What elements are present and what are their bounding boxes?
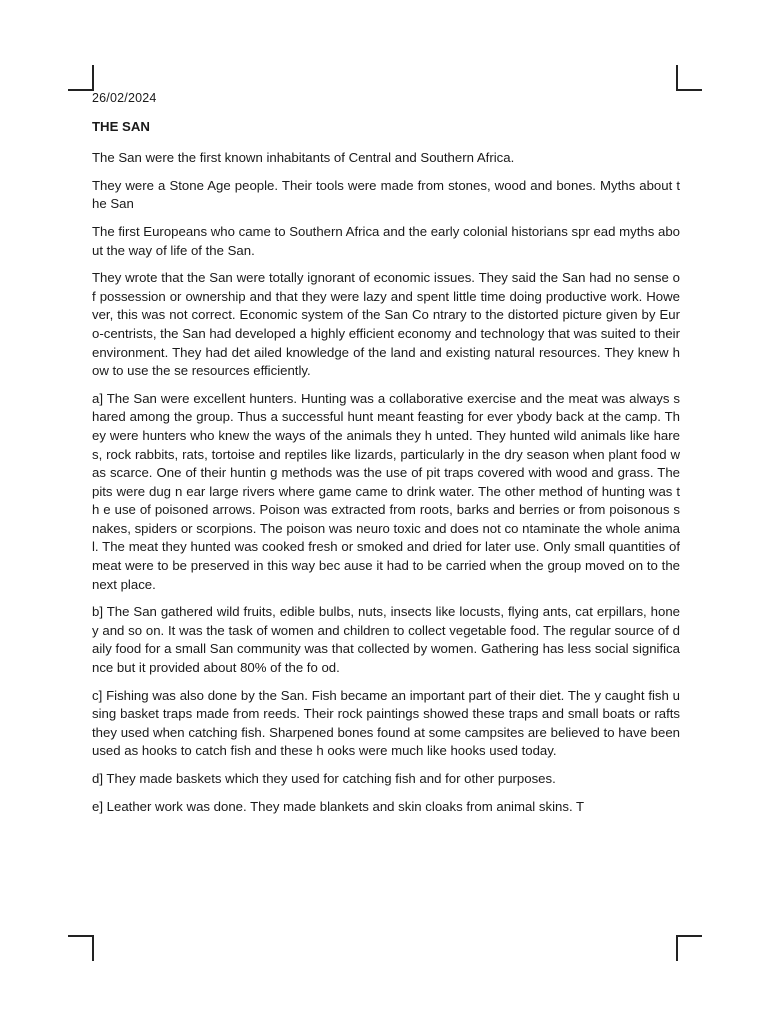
paragraph-gathering: b] The San gathered wild fruits, edible bulbs, nuts, insects like locusts, flying ants, cat erpillars, honey and so on. It was the task of women and children to collect vegetable food. The regular source of daily food for a small San community was that collected by women. Gathering has less social significance but it provided about 80% of the fo od. xyxy=(92,604,680,676)
paragraph-leather: e] Leather work was done. They made blankets and skin cloaks from animal skins. T xyxy=(92,798,585,814)
paragraph-hunting: a] The San were excellent hunters. Hunting was a collaborative exercise and the meat was always shared among the group. Thus a successful hunt meant feasting for ever ybody back at the camp. They were hunters who knew the ways of the animals they h unted. They hunted wild animals like hares, rock rabbits, rats, tortoise and reptiles like lizards, particularly in the dry season when plant food was scarce. One of their huntin g methods was the use of pit traps covered with wood and grass. The pits were dug n ear large rivers where game came to drink water. The other method of hunting was th e use of poisoned arrows. Poison was extracted from roots, barks and berries or from poisonous snakes, spiders or scorpions. The poison was neuro toxic and does not co ntaminate the whole animal. The meat they hunted was cooked fresh or smoked and dried for later use. Only small quantities of meat were to be preserved in this way bec ause it had to be carried when the group moved on to the next place. xyxy=(92,390,680,592)
paragraph-intro: The San were the first known inhabitants of Central and Southern Africa. xyxy=(92,150,515,166)
crop-mark-top-left xyxy=(68,65,94,91)
document-page xyxy=(92,88,680,950)
crop-mark-bottom-right xyxy=(676,935,702,961)
paragraph-stone-age: They were a Stone Age people. Their tools were made from stones, wood and bones. Myths about the San xyxy=(92,177,680,212)
document-title: THE SAN xyxy=(92,118,150,134)
paragraph-economy: They wrote that the San were totally ignorant of economic issues. They said the San had no sense of possession or ownership and that they were lazy and spent little time doing productive work. However, this was not correct. Economic system of the San Co ntrary to the distorted picture given by Euro-centrists, the San had developed a highly efficient economy and technology that was suited to their environment. They had det ailed knowledge of the land and existing natural resources. They knew how to use the se resources efficiently. xyxy=(92,270,680,379)
paragraph-fishing: c] Fishing was also done by the San. Fish became an important part of their diet. The y caught fish using basket traps made from reeds. Their rock paintings showed these traps and small boats or rafts they used when catching fish. Sharpened bones found at some campsites are believed to have been used as hooks to catch fish and these h ooks were much like hooks used today. xyxy=(92,687,680,759)
document-date: 26/02/2024 xyxy=(92,91,157,105)
paragraph-baskets: d] They made baskets which they used for catching fish and for other purposes. xyxy=(92,771,556,786)
paragraph-europeans: The first Europeans who came to Southern Africa and the early colonial historians spr ead myths about the way of life of the San. xyxy=(92,223,680,258)
crop-mark-bottom-left xyxy=(68,935,94,961)
